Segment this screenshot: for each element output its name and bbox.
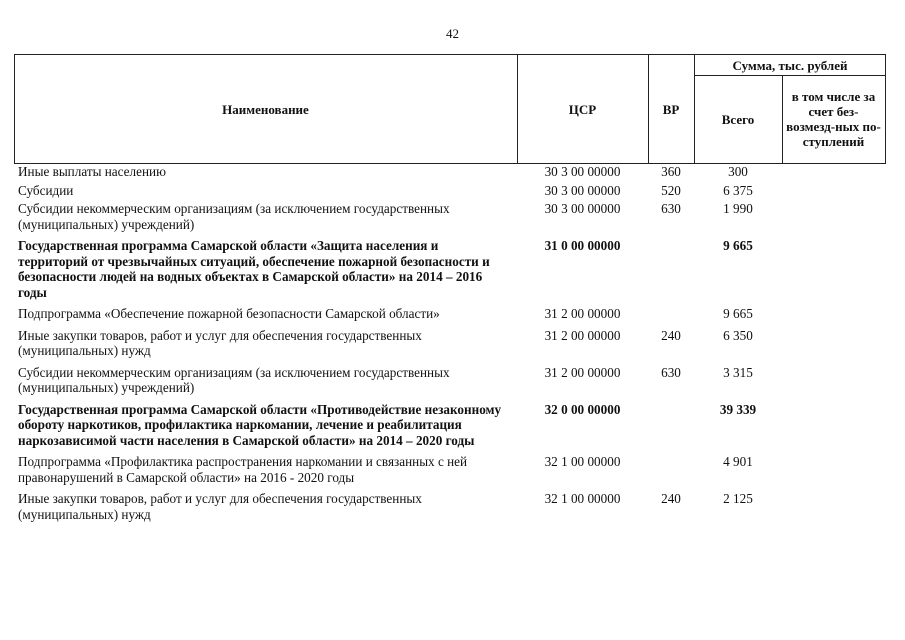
table-row [14, 164, 886, 180]
row-csr: 31 2 00 00000 [544, 306, 621, 321]
row-total: 1 990 [723, 201, 753, 216]
row-vr [648, 306, 694, 322]
row-vr: 240 [661, 491, 681, 506]
header-vr: ВР [662, 101, 680, 117]
row-total: 4 901 [723, 454, 753, 469]
table-row [14, 491, 886, 522]
table-row [14, 183, 886, 199]
table-row [14, 454, 886, 485]
row-name: Подпрограмма «Обеспечение пожарной безопасности Самарской области» [18, 306, 440, 321]
table-body [14, 164, 886, 522]
row-name: Подпрограмма «Профилактика распространения наркомании и связанных с ней правонарушений в Самарской области» на 2016 - 2020 годы [18, 454, 468, 485]
row-vr: 630 [661, 364, 681, 380]
row-gratuitous [782, 365, 886, 396]
row-vr: 630 [661, 201, 681, 216]
row-name: Иные выплаты населению [18, 164, 166, 179]
row-gratuitous [782, 201, 886, 232]
row-csr: 32 1 00 00000 [544, 491, 621, 506]
row-vr: 520 [661, 182, 681, 198]
header-csr: ЦСР [568, 101, 597, 117]
row-vr: 240 [661, 327, 681, 343]
header-total: Всего [721, 111, 755, 127]
row-gratuitous [782, 164, 886, 180]
row-csr: 30 3 00 00000 [544, 182, 621, 198]
row-gratuitous [782, 454, 886, 485]
row-name: Субсидии некоммерческим организациям (за исключением государственных (муниципальных) учреждений) [18, 201, 450, 232]
row-gratuitous [782, 491, 886, 522]
row-name: Государственная программа Самарской области «Противодействие незаконному обороту наркотиков, профилактика наркомании, лечение и реабилитация наркозависимой части населения в Самарской области» на 2014 – 2020 годы [18, 401, 502, 448]
table-row-program [14, 402, 886, 449]
row-gratuitous [782, 238, 886, 300]
row-csr: 32 0 00 00000 [544, 401, 621, 417]
row-total: 300 [728, 164, 748, 179]
row-total: 6 350 [723, 327, 753, 343]
row-name: Субсидии некоммерческим организациям (за исключением государственных (муниципальных) учреждений) [18, 364, 450, 395]
row-csr: 32 1 00 00000 [544, 454, 621, 469]
table-row [14, 328, 886, 359]
table-header [14, 54, 886, 164]
table-row-program [14, 238, 886, 300]
header-sum-group: Сумма, тыс. рублей [732, 57, 848, 73]
row-vr: 360 [661, 164, 681, 179]
row-name: Иные закупки товаров, работ и услуг для обеспечения государственных (муниципальных) нужд [18, 327, 422, 358]
table-row [14, 365, 886, 396]
row-csr: 31 2 00 00000 [544, 327, 621, 343]
budget-table [14, 54, 886, 522]
row-total: 9 665 [723, 306, 753, 321]
row-total: 2 125 [723, 491, 753, 506]
row-name: Субсидии [18, 182, 74, 198]
row-csr: 31 0 00 00000 [544, 238, 621, 253]
row-total: 3 315 [723, 364, 753, 380]
row-csr: 30 3 00 00000 [544, 201, 621, 216]
table-row [14, 306, 886, 322]
header-name: Наименование [222, 101, 309, 117]
row-gratuitous [782, 402, 886, 449]
row-vr [648, 238, 694, 300]
row-total: 9 665 [723, 238, 753, 253]
row-gratuitous [782, 328, 886, 359]
row-name: Государственная программа Самарской области «Защита населения и территорий от чрезвычайных ситуаций, обеспечение пожарной безопасности и безопасности людей на водных объектах в Самарской области» на 2014 – 2016 годы [18, 238, 490, 300]
header-gratuitous: в том числе за счет без-возмезд-ных по-ступлений [786, 89, 881, 149]
row-gratuitous [782, 183, 886, 199]
page-number: 42 [446, 26, 459, 41]
row-total: 6 375 [723, 182, 753, 198]
row-vr [648, 454, 694, 485]
row-csr: 30 3 00 00000 [544, 164, 621, 179]
row-vr [648, 402, 694, 449]
row-csr: 31 2 00 00000 [544, 364, 621, 380]
row-total: 39 339 [719, 401, 757, 417]
table-row [14, 201, 886, 232]
row-name: Иные закупки товаров, работ и услуг для обеспечения государственных (муниципальных) нужд [18, 491, 422, 522]
row-gratuitous [782, 306, 886, 322]
